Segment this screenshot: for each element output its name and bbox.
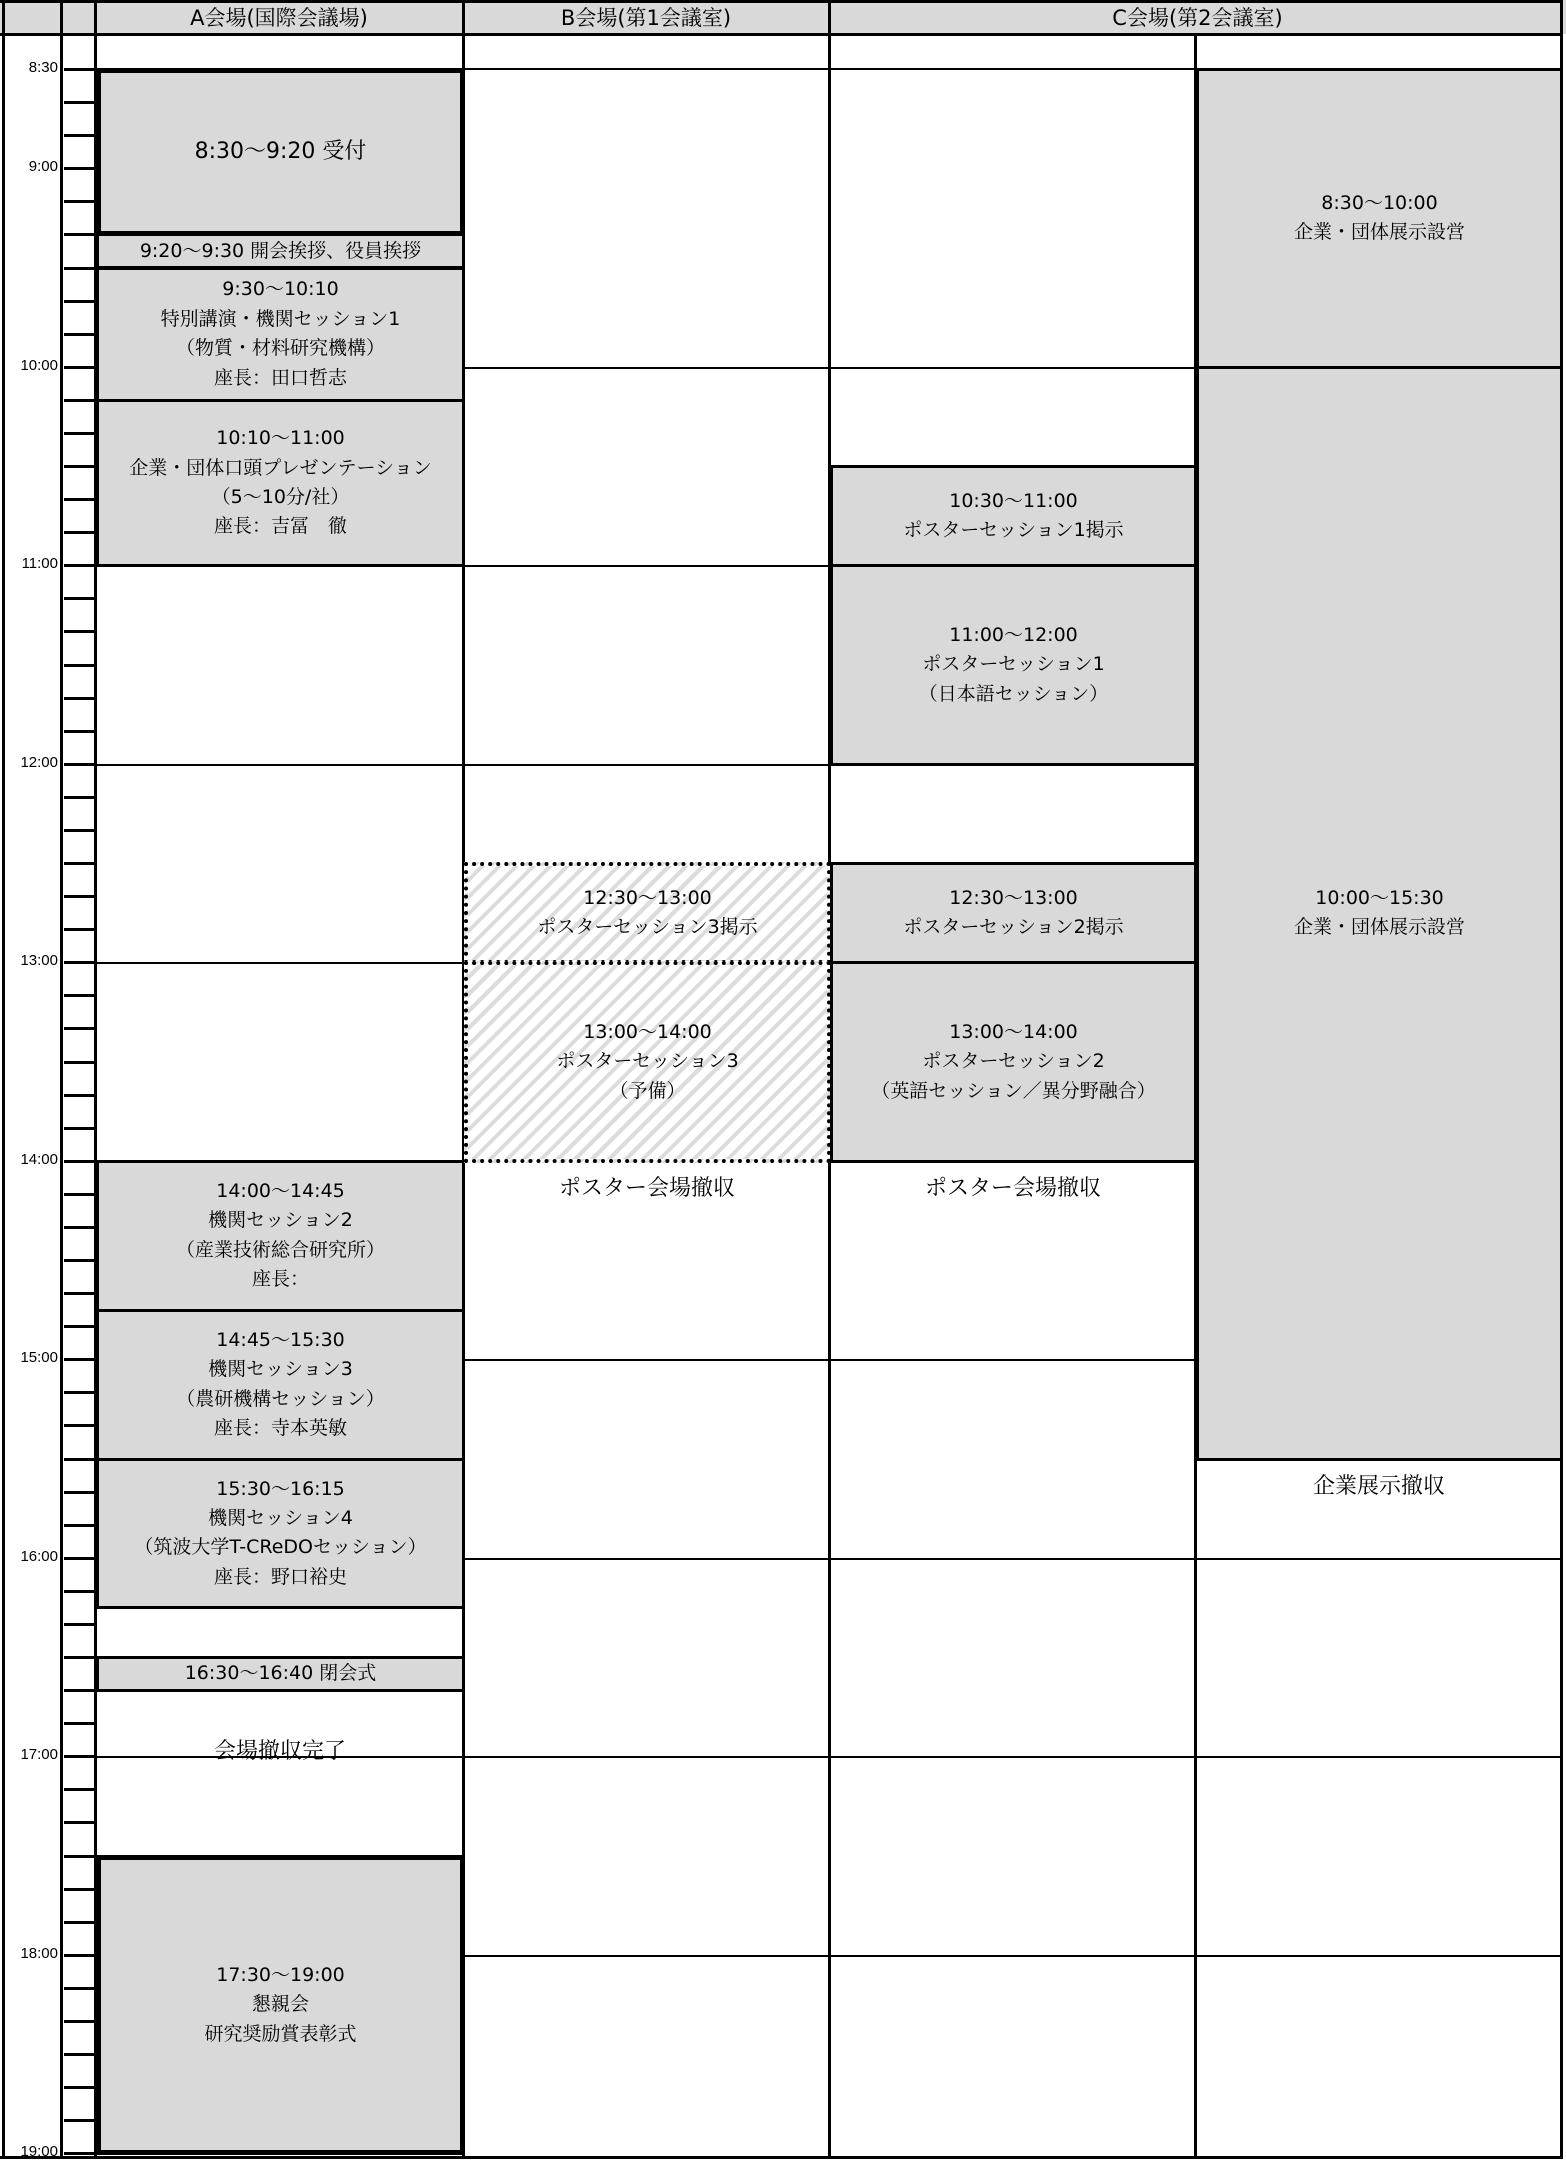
session-text-line: （日本語セッション） (918, 682, 1109, 705)
time-tick (64, 300, 95, 303)
session-text-line: 14:00〜14:45 (216, 1179, 345, 1202)
session-text-line: 10:10〜11:00 (216, 427, 345, 450)
header-bottom-border (0, 33, 1563, 36)
time-tick (64, 862, 95, 865)
time-tick (64, 465, 95, 468)
session-text-line: 座長： (251, 1268, 309, 1291)
time-tick (64, 1954, 95, 1957)
header-separator (828, 0, 831, 34)
session-text-line: 13:00〜14:00 (949, 1020, 1078, 1043)
session-text-line: 17:30〜19:00 (216, 1963, 345, 1986)
time-tick (64, 1259, 95, 1262)
session-text-line: ポスターセッション3 (556, 1050, 739, 1073)
session-block[interactable] (1196, 366, 1563, 1461)
time-tick (64, 1788, 95, 1791)
session-text-line: 座長：寺本英敏 (213, 1417, 347, 1439)
time-tick (64, 2086, 95, 2089)
time-tick (64, 1921, 95, 1924)
time-tick (64, 1656, 95, 1659)
session-text-line: ポスターセッション1掲示 (903, 519, 1124, 542)
time-tick (64, 1821, 95, 1824)
session-block[interactable] (96, 1855, 465, 2156)
time-tick (64, 101, 95, 104)
time-tick (64, 796, 95, 799)
header-separator (94, 0, 97, 34)
time-tick (64, 1689, 95, 1692)
time-tick (64, 664, 95, 667)
time-tick (64, 2053, 95, 2056)
time-tick (64, 2020, 95, 2023)
time-tick (64, 267, 95, 270)
time-label: 9:00 (28, 158, 58, 176)
session-block[interactable] (96, 1458, 465, 1610)
table-bottom-border (0, 2156, 1563, 2159)
session-text-line: 9:20〜9:30 開会挨拶、役員挨拶 (139, 239, 422, 262)
time-tick (64, 333, 95, 336)
time-tick (64, 730, 95, 733)
session-text-line: 機関セッション4 (208, 1507, 353, 1529)
time-tick (64, 994, 95, 997)
session-text-line: ポスターセッション1 (922, 653, 1105, 676)
session-block[interactable] (96, 1656, 465, 1692)
session-text-line: （英語セッション／異分野融合） (871, 1079, 1156, 1102)
session-text-line: （農研機構セッション） (176, 1387, 385, 1410)
session-text-line: 12:30〜13:00 (583, 886, 712, 909)
teardown-note: ポスター会場撤収 (924, 1176, 1101, 1202)
column-header: C会場(第2会議室) (829, 0, 1566, 34)
session-block[interactable] (96, 1309, 465, 1461)
session-text-line: 15:30〜16:15 (216, 1477, 345, 1500)
time-tick (64, 1491, 95, 1494)
time-tick (64, 1755, 95, 1758)
session-text-line: 座長：吉冨 徹 (213, 515, 347, 538)
session-text-line: 14:45〜15:30 (216, 1328, 345, 1351)
session-block[interactable] (830, 961, 1197, 1163)
session-text-line: 企業・団体展示設営 (1293, 916, 1465, 939)
time-label: 10:00 (20, 356, 58, 374)
session-text-line: 11:00〜12:00 (949, 623, 1078, 646)
session-text-line: （筑波大学T-CReDOセッション） (134, 1536, 427, 1559)
time-tick (64, 1557, 95, 1560)
time-tick (64, 895, 95, 898)
time-tick (64, 1094, 95, 1097)
column-header: A会場(国際会議場) (95, 0, 463, 34)
time-label: 17:00 (20, 1746, 58, 1764)
session-text-line: 企業・団体口頭プレゼンテーション (129, 456, 432, 479)
header-corner-cell (0, 0, 95, 34)
session-block[interactable] (96, 233, 465, 269)
session-text-line: 企業・団体展示設営 (1293, 221, 1465, 244)
session-text-line: 8:30〜9:20 受付 (194, 139, 367, 165)
session-block[interactable] (464, 961, 831, 1163)
session-block[interactable] (96, 267, 465, 402)
session-block[interactable] (1196, 68, 1563, 369)
session-text-line: 特別講演・機関セッション1 (160, 307, 401, 330)
time-tick (64, 1424, 95, 1427)
time-label: 19:00 (20, 2143, 58, 2160)
session-text-line: 研究奨励賞表彰式 (204, 2022, 357, 2045)
time-label: 13:00 (20, 952, 58, 970)
time-tick (64, 1623, 95, 1626)
header-separator (60, 0, 63, 34)
session-text-line: 機関セッション2 (208, 1209, 353, 1232)
time-tick (64, 1160, 95, 1163)
session-text-line: ポスターセッション2掲示 (903, 916, 1124, 939)
time-tick (64, 399, 95, 402)
session-block[interactable] (96, 399, 465, 567)
time-tick (64, 1855, 95, 1858)
time-label: 14:00 (20, 1150, 58, 1168)
session-block[interactable] (96, 68, 465, 236)
session-text-line: 機関セッション3 (208, 1358, 353, 1381)
time-tick (64, 1226, 95, 1229)
time-tick (64, 366, 95, 369)
time-tick (64, 697, 95, 700)
grid-column-rule (60, 0, 63, 2159)
time-tick (64, 498, 95, 501)
time-tick (64, 1193, 95, 1196)
session-text-line: 座長：野口裕史 (213, 1565, 347, 1588)
session-block[interactable] (830, 862, 1197, 964)
session-block[interactable] (96, 1160, 465, 1312)
time-tick (64, 1027, 95, 1030)
time-label: 12:00 (20, 753, 58, 771)
time-tick (64, 1391, 95, 1394)
time-tick (64, 1722, 95, 1725)
session-text-line: 10:30〜11:00 (949, 489, 1078, 512)
column-header: B会場(第1会議室) (463, 0, 829, 34)
session-text-line: 13:00〜14:00 (583, 1020, 712, 1043)
time-tick (64, 829, 95, 832)
session-text-line: （予備） (609, 1079, 686, 1102)
session-text-line: （産業技術総合研究所） (175, 1238, 385, 1261)
time-tick (64, 432, 95, 435)
time-tick (64, 961, 95, 964)
session-text-line: 16:30〜16:40 閉会式 (184, 1662, 377, 1685)
time-tick (64, 1590, 95, 1593)
session-text-line: 9:30〜10:10 (222, 278, 339, 301)
time-label: 16:00 (20, 1547, 58, 1565)
session-text-line: 座長：田口哲志 (213, 366, 347, 389)
time-label: 15:00 (20, 1349, 58, 1367)
time-tick (64, 1127, 95, 1130)
time-tick (64, 597, 95, 600)
grid-column-rule (2, 0, 5, 2159)
time-tick (64, 1325, 95, 1328)
session-text-line: 10:00〜15:30 (1315, 886, 1444, 909)
session-block[interactable] (830, 564, 1197, 766)
time-tick (64, 1061, 95, 1064)
time-tick (64, 1458, 95, 1461)
time-label: 11:00 (21, 555, 58, 573)
time-tick (64, 233, 95, 236)
header-separator (462, 0, 465, 34)
session-text-line: （5〜10分/社） (211, 486, 350, 509)
time-label: 18:00 (20, 1944, 58, 1962)
teardown-note: ポスター会場撤収 (558, 1176, 735, 1202)
session-text-line: 8:30〜10:00 (1321, 191, 1438, 214)
time-tick (64, 630, 95, 633)
time-tick (64, 1987, 95, 1990)
session-text-line: ポスターセッション2 (922, 1050, 1105, 1073)
time-tick (64, 531, 95, 534)
teardown-note: 会場撤収完了 (213, 1738, 346, 1764)
time-tick (64, 763, 95, 766)
time-tick (64, 564, 95, 567)
dashed-grid-line (97, 962, 463, 964)
teardown-note: 企業展示撤収 (1312, 1474, 1445, 1500)
session-text-line: 12:30〜13:00 (949, 886, 1078, 909)
time-tick (64, 167, 95, 170)
table-top-border (0, 0, 1563, 3)
time-tick (64, 928, 95, 931)
session-text-line: 懇親会 (251, 1993, 309, 2016)
time-tick (64, 1888, 95, 1891)
session-block[interactable] (464, 862, 831, 964)
header-separator (1560, 0, 1563, 34)
session-text-line: （物質・材料研究機構） (175, 337, 385, 360)
time-tick (64, 2119, 95, 2122)
session-block[interactable] (830, 465, 1197, 567)
time-tick (64, 200, 95, 203)
time-label: 8:30 (28, 59, 58, 76)
time-tick (64, 68, 95, 71)
time-tick (64, 134, 95, 137)
time-tick (64, 1524, 95, 1527)
session-text-line: ポスターセッション3掲示 (537, 916, 758, 939)
time-tick (64, 1292, 95, 1295)
time-tick (64, 1358, 95, 1361)
